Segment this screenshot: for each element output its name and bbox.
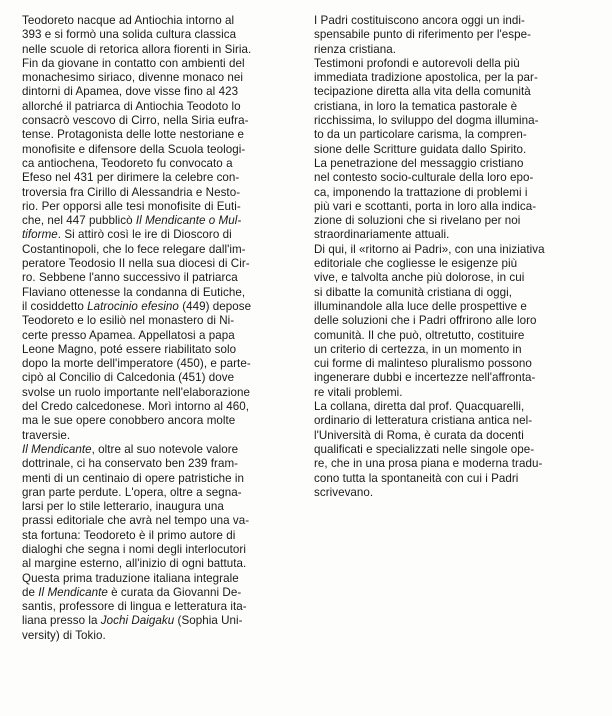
text-line [22, 457, 298, 471]
line-text: Teodoreto nacque ad Antiochia intorno al [22, 14, 235, 27]
line-text: menti di un centinaio di opere patristiche in [22, 471, 245, 485]
text-line [314, 243, 592, 257]
line-text: , oltre al suo notevole valore [91, 442, 239, 456]
line-text: più vari e scottanti, porta in loro alla indica- [314, 199, 537, 213]
line-text: cipò al Concilio di Calcedonia (451) dove [22, 371, 235, 385]
text-line [22, 514, 298, 528]
paragraph-collana [314, 400, 592, 500]
line-text: ro. Sebbene l'anno successivo il patriarca [22, 271, 238, 285]
text-line [22, 414, 298, 428]
text-line [314, 200, 592, 214]
text-line [22, 629, 298, 643]
italic-title: Il Mendicante [22, 442, 92, 456]
text-line [314, 128, 592, 142]
line-text: straordinariamente attuali. [314, 228, 450, 242]
line-text: to da un particolare carisma, la compren- [314, 128, 527, 142]
line-text: Questa prima traduzione italiana integrale [22, 571, 239, 585]
line-text: liana presso la [22, 614, 101, 628]
line-text: re, che in una prosa piana e moderna tradu- [314, 457, 543, 471]
text-line [314, 43, 592, 57]
line-text: (Sophia Uni- [174, 614, 243, 628]
line-text: versity) di Tokio. [22, 628, 106, 642]
line-text: editoriale che cogliesse le esigenze più [314, 257, 518, 271]
text-line [22, 429, 298, 443]
line-text: ca, imponendo la trattazione di problemi i [314, 185, 528, 199]
line-text: si dibatte la comunità cristiana di oggi, [314, 285, 512, 299]
text-line [314, 186, 592, 200]
text-line [314, 443, 592, 457]
line-text: 393 e si formò una solida cultura classica [22, 28, 237, 42]
line-text: prassi editoriale che avrà nel tempo una va- [22, 514, 250, 528]
line-text: dopo la morte dell'imperatore (450), e parte- [22, 357, 251, 371]
paragraph-testimoni [314, 57, 592, 157]
text-line [314, 472, 592, 486]
text-line [314, 85, 592, 99]
line-text: nel contesto socio-culturale della loro epo- [314, 171, 534, 185]
text-line [22, 500, 298, 514]
text-line [22, 600, 298, 614]
line-text: tense. Protagonista delle lotte nestoriane e [22, 128, 244, 142]
line-text: il cosiddetto [22, 299, 88, 313]
text-line [22, 472, 298, 486]
text-line [22, 343, 298, 357]
text-line [314, 286, 592, 300]
paragraph-translation [22, 572, 298, 643]
text-line [22, 128, 298, 142]
text-line [314, 329, 592, 343]
text-line [22, 14, 298, 28]
text-line [22, 443, 298, 457]
line-text: ordinario di letteratura cristiana antica nel- [314, 414, 533, 428]
line-text: certe presso Apamea. Appellatosi a papa [22, 328, 235, 342]
line-text: immediata tradizione apostolica, per la par- [314, 71, 538, 85]
line-text: cristiana, in loro la tematica pastorale è [314, 99, 518, 113]
line-text: qualificati e specializzati nelle singole ope- [314, 442, 535, 456]
text-line [314, 300, 592, 314]
paragraph-padri [314, 14, 592, 57]
text-line [314, 157, 592, 171]
text-line [314, 400, 592, 414]
text-line [314, 429, 592, 443]
line-text: gran parte perdute. L'opera, oltre a segna- [22, 485, 242, 499]
text-line [22, 543, 298, 557]
line-text: illuminandole alla luce delle prospettive e [314, 299, 527, 313]
line-text: ca antiochena, Teodoreto fu convocato a [22, 156, 233, 170]
paragraph-penetrazione [314, 157, 592, 243]
line-text: Di qui, il «ritorno ai Padri», con una iniziativa [314, 242, 545, 256]
line-text: Fin da giovane in contatto con ambienti del [22, 56, 245, 70]
text-line [22, 314, 298, 328]
text-line [22, 57, 298, 71]
italic-title: tiforme [22, 228, 58, 242]
line-text: I Padri costituiscono ancora oggi un indi- [314, 14, 525, 27]
text-line [22, 286, 298, 300]
text-line [22, 28, 298, 42]
text-line [22, 400, 298, 414]
italic-title: Latrocinio efesino [87, 299, 179, 313]
text-line [22, 85, 298, 99]
text-line [22, 300, 298, 314]
line-text: al margine esterno, all'inizio di ogni battuta. [22, 557, 247, 571]
text-line [22, 228, 298, 242]
text-line [314, 71, 592, 85]
line-text: del Credo calcedonese. Morì intorno al 460, [22, 400, 250, 414]
text-line [22, 71, 298, 85]
paragraph-mendicante-value [22, 443, 298, 572]
line-text: ingenerare dubbi e incertezze nell'affronta- [314, 371, 536, 385]
text-line [22, 486, 298, 500]
line-text: dintorni di Apamea, dove visse fino al 423 [22, 85, 239, 99]
text-line [22, 257, 298, 271]
line-text: ricchissima, lo sviluppo del dogma illumina- [314, 114, 539, 128]
line-text: troversia fra Cirillo di Alessandria e Nesto- [22, 185, 241, 199]
text-line [314, 57, 592, 71]
line-text: Efeso nel 431 per dirimere la celebre con- [22, 171, 240, 185]
line-text: traversie. [22, 428, 71, 442]
text-line [22, 614, 298, 628]
line-text: La collana, diretta dal prof. Quacquarelli, [314, 400, 525, 414]
line-text: consacrò vescovo di Cirro, nella Siria eufra- [22, 114, 249, 128]
text-line [314, 100, 592, 114]
line-text: sione delle Scritture guidata dallo Spirito. [314, 142, 527, 156]
italic-title: Il Mendicante o Mul- [135, 214, 242, 228]
text-line [22, 100, 298, 114]
line-text: peratore Teodosio II nella sua diocesi di Cir- [22, 257, 250, 271]
left-column [22, 14, 298, 643]
line-text: dialoghi che segna i nomi degli interlocutori [22, 542, 246, 556]
text-line [22, 586, 298, 600]
text-line [314, 28, 592, 42]
paragraph-ritorno-ai-padri [314, 243, 592, 400]
paragraph-biography [22, 14, 298, 443]
line-text: monofisite e difensore della Scuola teologi- [22, 142, 246, 156]
text-line [314, 386, 592, 400]
line-text: l'Università di Roma, è curata da docenti [314, 428, 524, 442]
text-line [314, 343, 592, 357]
text-line [314, 114, 592, 128]
line-text: rio. Per opporsi alle tesi monofisite di Euti- [22, 199, 241, 213]
text-line [22, 214, 298, 228]
line-text: zione di soluzioni che si rivelano per noi [314, 214, 521, 228]
text-line [22, 529, 298, 543]
line-text: re vitali problemi. [314, 385, 403, 399]
line-text: cono tutta la spontaneità con cui i Padri [314, 471, 519, 485]
line-text: un criterio di certezza, in un momento in [314, 342, 522, 356]
line-text: Teodoreto e lo esiliò nel monastero di Ni- [22, 314, 235, 328]
text-line [314, 143, 592, 157]
line-text: cui forme di malinteso pluralismo possono [314, 357, 532, 371]
text-line [22, 43, 298, 57]
text-line [22, 357, 298, 371]
text-line [22, 171, 298, 185]
text-line [314, 214, 592, 228]
italic-title: Jochi Daigaku [100, 614, 175, 628]
italic-title: Il Mendicante [38, 585, 108, 599]
line-text: Costantinopoli, che lo fece relegare dall'im- [22, 242, 246, 256]
line-text: allorché il patriarca di Antiochia Teodoto lo [22, 99, 241, 113]
text-line [22, 557, 298, 571]
text-line [22, 200, 298, 214]
line-text: spensabile punto di riferimento per l'espe- [314, 28, 532, 42]
text-line [22, 271, 298, 285]
line-text: svolse un ruolo importante nell'elaborazione [22, 385, 251, 399]
right-column [314, 14, 592, 500]
line-text: che, nel 447 pubblicò [22, 214, 136, 228]
line-text: delle soluzioni che i Padri offrirono alle loro [314, 314, 537, 328]
line-text: Flaviano ottenesse la condanna di Eutiche, [22, 285, 246, 299]
line-text: rienza cristiana. [314, 42, 397, 56]
text-line [22, 386, 298, 400]
line-text: comunità. Il che può, oltretutto, costituire [314, 328, 525, 342]
line-text: sta fortuna: Teodoreto è il primo autore di [22, 528, 236, 542]
text-line [22, 329, 298, 343]
text-line [22, 114, 298, 128]
line-text: tecipazione diretta alla vita della comunità [314, 85, 531, 99]
text-line [22, 143, 298, 157]
text-line [22, 157, 298, 171]
line-text: dottrinale, ci ha conservato ben 239 fram- [22, 457, 239, 471]
text-line [22, 371, 298, 385]
line-text: Testimoni profondi e autorevoli della più [314, 56, 520, 70]
line-text: ma le sue opere conobbero ancora molte [22, 414, 236, 428]
line-text: vive, e talvolta anche più dolorose, in cui [314, 271, 525, 285]
line-text: scrivevano. [314, 485, 374, 499]
text-line [314, 457, 592, 471]
line-text: La penetrazione del messaggio cristiano [314, 156, 524, 170]
text-line [314, 228, 592, 242]
line-text: santis, professore di lingua e letteratura ita- [22, 600, 247, 614]
text-line [314, 357, 592, 371]
line-text: è curata da Giovanni De- [107, 585, 242, 599]
text-line [314, 14, 592, 28]
text-line [314, 271, 592, 285]
text-line [314, 171, 592, 185]
line-text: Leone Magno, poté essere riabilitato solo [22, 342, 237, 356]
line-text: (449) depose [178, 299, 252, 313]
text-line [314, 257, 592, 271]
text-line [22, 243, 298, 257]
line-text: de [22, 585, 39, 599]
text-line [314, 371, 592, 385]
line-text: nelle scuole di retorica allora fiorenti in Siria. [22, 42, 252, 56]
text-line [22, 572, 298, 586]
line-text: . Si attirò così le ire di Dioscoro di [57, 228, 232, 242]
line-text: monachesimo siriaco, divenne monaco nei [22, 71, 244, 85]
line-text: larsi per lo stile letterario, inaugura una [22, 500, 224, 514]
text-line [314, 314, 592, 328]
text-line [22, 186, 298, 200]
text-line [314, 486, 592, 500]
text-line [314, 414, 592, 428]
